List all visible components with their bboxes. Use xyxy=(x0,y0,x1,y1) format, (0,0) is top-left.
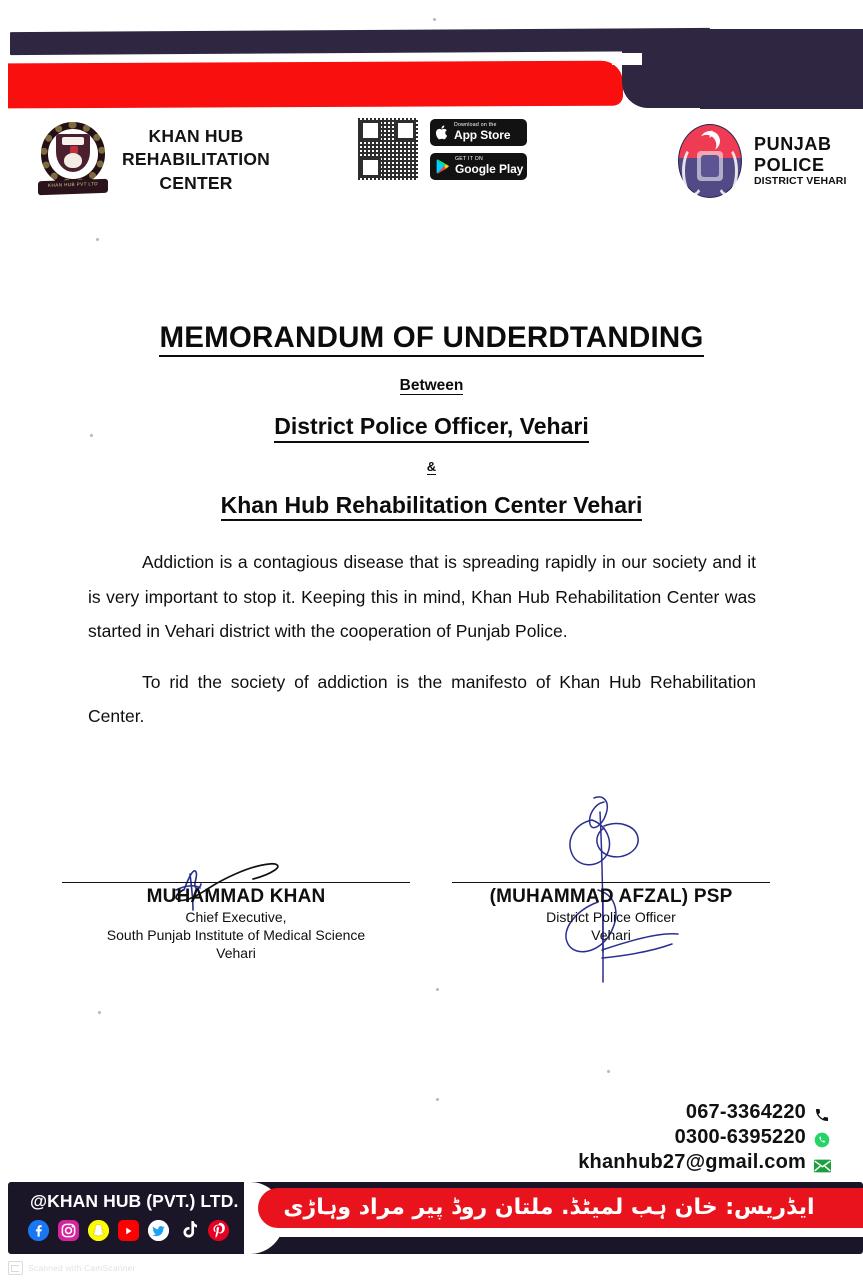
contact-whatsapp-line xyxy=(578,1125,830,1150)
footer-address-urdu: ایڈریس: خان ہب لمیٹڈ. ملتان روڈ پیر مراد وہاڑی xyxy=(283,1195,815,1220)
scan-speck xyxy=(607,1070,610,1073)
footer-brand: @KHAN HUB (PVT.) LTD. xyxy=(30,1191,239,1211)
youtube-icon[interactable] xyxy=(118,1220,139,1241)
social-links xyxy=(28,1220,229,1241)
khan-hub-name-line-3: CENTER xyxy=(159,172,233,193)
app-store-badge-label: App Store xyxy=(454,128,511,143)
khan-hub-name-line-2: REHABILITATION xyxy=(122,149,270,170)
facebook-icon[interactable] xyxy=(28,1220,49,1241)
camscanner-icon xyxy=(8,1261,23,1275)
banner-red-stripe xyxy=(8,61,623,109)
contact-whatsapp-value: 0300-6395220 xyxy=(674,1126,806,1148)
scan-speck xyxy=(436,988,439,991)
body-paragraph-1: Addiction is a contagious disease that is spreading rapidly in our society and it is very important to stop it. Keeping this in mind, Khan Hub Rehabilitation Center was started in Vehari district with the cooperation of Punjab Police. xyxy=(88,552,756,641)
snapchat-icon[interactable] xyxy=(88,1220,109,1241)
punjab-police-seal-icon: ★ xyxy=(678,122,744,200)
app-store-badge[interactable] xyxy=(430,119,527,146)
title-party-two: Khan Hub Rehabilitation Center Vehari xyxy=(221,493,643,521)
camscanner-text: Scanned with CamScanner xyxy=(28,1263,136,1273)
khan-hub-name-line-1: KHAN HUB xyxy=(148,126,244,147)
signatory-role-left-1: Chief Executive, xyxy=(185,909,287,926)
signature-rule-right xyxy=(452,882,770,883)
qr-code-icon xyxy=(358,118,418,180)
whatsapp-icon xyxy=(814,1130,830,1146)
contact-phone-line xyxy=(578,1100,830,1125)
scan-speck xyxy=(436,1098,439,1101)
khan-hub-logo xyxy=(36,120,270,200)
contact-email-value: khanhub27@gmail.com xyxy=(578,1151,806,1173)
google-play-icon xyxy=(436,159,450,174)
pinterest-icon[interactable] xyxy=(208,1220,229,1241)
police-line-3: DISTRICT VEHARI xyxy=(754,174,847,187)
google-play-badge-small: GET IT ON xyxy=(455,155,483,162)
signatory-name-right: (MUHAMMAD AFZAL) PSP xyxy=(489,886,733,907)
google-play-badge[interactable] xyxy=(430,153,527,180)
contact-phone-value: 067-3364220 xyxy=(685,1101,806,1123)
footer-white-strip xyxy=(258,1228,863,1237)
twitter-icon[interactable] xyxy=(148,1220,169,1241)
title-party-one: District Police Officer, Vehari xyxy=(274,414,588,442)
khan-hub-crest-icon xyxy=(36,120,110,200)
app-badges xyxy=(430,119,527,180)
body-text xyxy=(88,545,756,734)
title-block xyxy=(0,322,863,521)
email-icon xyxy=(814,1155,830,1171)
app-download-block xyxy=(358,118,527,180)
header-banner xyxy=(0,0,863,120)
google-play-badge-label: Google Play xyxy=(455,162,524,177)
instagram-icon[interactable] xyxy=(58,1220,79,1241)
logo-row xyxy=(0,118,863,213)
banner-navy-stripe xyxy=(10,28,710,55)
apple-logo-icon xyxy=(436,125,449,140)
signature-area xyxy=(0,790,863,990)
crest-ribbon-text: KHAN HUB PVT LTD xyxy=(48,181,98,188)
banner-navy-block-right xyxy=(700,29,863,109)
police-line-1: PUNJAB xyxy=(754,134,832,155)
signatory-role-right-1: District Police Officer xyxy=(546,909,676,926)
contact-block xyxy=(578,1100,830,1175)
signature-rule-left xyxy=(62,882,410,883)
police-line-2: POLICE xyxy=(754,154,825,175)
scan-speck xyxy=(98,1011,101,1014)
signatory-role-left-2: South Punjab Institute of Medical Science xyxy=(106,927,366,944)
signatory-role-right-2: Vehari xyxy=(591,927,631,944)
camscanner-watermark xyxy=(8,1261,136,1275)
punjab-police-logo xyxy=(678,122,847,200)
khan-hub-name xyxy=(122,125,270,195)
footer-bar xyxy=(8,1182,863,1254)
scan-speck xyxy=(90,434,93,437)
signatory-role-left-3: Vehari xyxy=(216,945,256,962)
scan-speck xyxy=(96,238,99,241)
contact-email-line xyxy=(578,1150,830,1175)
title-between: Between xyxy=(399,377,464,395)
title-ampersand: & xyxy=(426,458,437,474)
tiktok-icon[interactable] xyxy=(178,1220,199,1241)
app-store-badge-small: Download on the xyxy=(454,121,497,128)
document-title: MEMORANDUM OF UNDERDTANDING xyxy=(159,322,703,357)
signatory-name-left: MUHAMMAD KHAN xyxy=(146,886,326,907)
punjab-police-name xyxy=(754,134,847,187)
scan-speck xyxy=(433,18,436,21)
banner-notch xyxy=(612,53,642,65)
phone-icon xyxy=(814,1105,830,1121)
body-paragraph-2: To rid the society of addiction is the manifesto of Khan Hub Rehabilitation Center. xyxy=(88,671,756,726)
